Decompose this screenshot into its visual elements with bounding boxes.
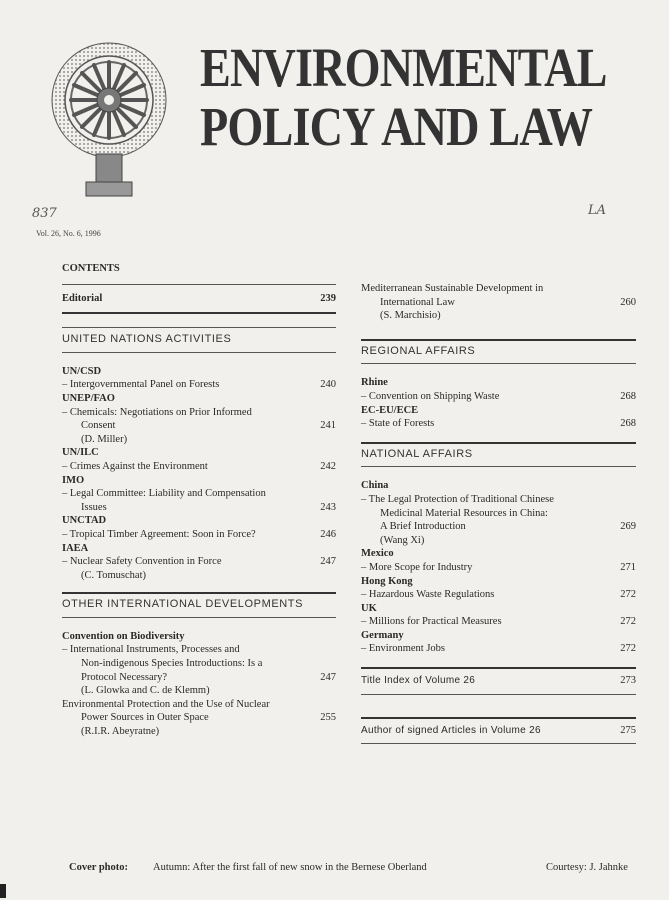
- toc-entry: – Crimes Against the Environment 242: [62, 460, 336, 472]
- divider: [361, 667, 636, 669]
- toc-group-unep-fao: UNEP/FAO – Chemicals: Negotiations on Prior Informed Consent 241 (D. Miller): [62, 392, 336, 445]
- toc-group-mexico: Mexico – More Scope for Industry 271: [361, 548, 636, 573]
- toc-group-biodiversity: Convention on Biodiversity – International Instruments, Processes and Non-indigenous Species Introductions: Is a Protocol Necessary? 247 (L. Glowka and C. de Klemm): [62, 630, 336, 697]
- toc-entry-editorial: Editorial 239: [62, 292, 336, 304]
- cover-photo-label: Cover photo:: [69, 862, 129, 873]
- toc-entry: Protocol Necessary? 247: [81, 671, 336, 683]
- toc-group-uk: UK – Millions for Practical Measures 272: [361, 602, 636, 628]
- toc-group-uncsd: UN/CSD – Intergovernmental Panel on Forests 240: [62, 365, 336, 391]
- section-heading-un-activities: UNITED NATIONS ACTIVITIES: [62, 333, 232, 346]
- divider: [62, 327, 336, 328]
- toc-group-outer-space: Environmental Protection and the Use of Nuclear Power Sources in Outer Space 255 (R.I.R. Abeyratne): [62, 698, 336, 738]
- toc-entry: Issues 243: [81, 501, 336, 513]
- toc-entry: Power Sources in Outer Space 255: [81, 712, 336, 724]
- section-heading-regional: REGIONAL AFFAIRS: [361, 344, 476, 357]
- toc-entry: A Brief Introduction 269: [380, 521, 636, 533]
- toc-entry: Consent 241: [81, 420, 336, 432]
- toc-entry-author-index: Author of signed Articles in Volume 26 275: [361, 724, 636, 736]
- divider: [62, 592, 336, 594]
- toc-entry: – Convention on Shipping Waste 268: [361, 390, 636, 402]
- divider: [361, 442, 636, 444]
- toc-entry: – State of Forests 268: [361, 418, 636, 430]
- cover-photo-credit: Courtesy: J. Jahnke: [546, 862, 628, 873]
- divider: [361, 717, 636, 719]
- toc-entry-title-index: Title Index of Volume 26 273: [361, 675, 636, 687]
- toc-entry: – Environment Jobs 272: [361, 643, 636, 655]
- divider: [361, 694, 636, 695]
- toc-group-china: China – The Legal Protection of Traditional Chinese Medicinal Material Resources in China: A Brief Introduction 269 (Wang Xi): [361, 480, 636, 546]
- handwritten-note-left: 837: [32, 206, 57, 221]
- cover-photo-caption: Autumn: After the first fall of new snow in the Bernese Oberland: [153, 862, 427, 873]
- toc-group-ec-eu-ece: EC-EU/ECE – State of Forests 268: [361, 404, 636, 430]
- divider: [62, 617, 336, 618]
- divider: [62, 352, 336, 353]
- toc-entry: – Intergovernmental Panel on Forests 240: [62, 379, 336, 391]
- toc-entry: – More Scope for Industry 271: [361, 561, 636, 573]
- scan-edge-mark: [0, 884, 6, 898]
- section-heading-national: NATIONAL AFFAIRS: [361, 447, 473, 460]
- divider: [361, 363, 636, 364]
- toc-entry: – Nuclear Safety Convention in Force 247: [62, 556, 336, 568]
- toc-group-un-ilc: UN/ILC – Crimes Against the Environment 242: [62, 447, 336, 472]
- toc-group-unctad: UNCTAD – Tropical Timber Agreement: Soon in Force? 246: [62, 515, 336, 540]
- toc-group-mediterranean: Mediterranean Sustainable Development in International Law 260 (S. Marchisio): [361, 283, 636, 322]
- journal-logo-emblem: [46, 42, 172, 200]
- divider: [361, 339, 636, 341]
- toc-group-iaea: IAEA – Nuclear Safety Convention in Force 247 (C. Tomuschat): [62, 542, 336, 581]
- toc-group-imo: IMO – Legal Committee: Liability and Compensation Issues 243: [62, 474, 336, 513]
- journal-title-line-2: POLICY AND LAW: [200, 96, 593, 157]
- section-heading-other-intl: OTHER INTERNATIONAL DEVELOPMENTS: [62, 598, 304, 611]
- divider: [62, 312, 336, 314]
- contents-left-column: [62, 262, 336, 739]
- toc-group-hong-kong: Hong Kong – Hazardous Waste Regulations 272: [361, 575, 636, 601]
- toc-entry: – Hazardous Waste Regulations 272: [361, 589, 636, 601]
- toc-entry: International Law 260: [380, 296, 636, 308]
- divider: [361, 466, 636, 467]
- toc-entry: – Tropical Timber Agreement: Soon in Force? 246: [62, 528, 336, 540]
- contents-heading: CONTENTS: [62, 263, 120, 274]
- volume-info: Vol. 26, No. 6, 1996: [36, 229, 101, 238]
- handwritten-note-right: LA: [588, 203, 607, 218]
- journal-title-line-1: ENVIRONMENTAL: [200, 37, 607, 98]
- contents-right-column: [361, 282, 636, 744]
- divider: [361, 743, 636, 744]
- toc-entry: – Millions for Practical Measures 272: [361, 616, 636, 628]
- toc-group-germany: Germany – Environment Jobs 272: [361, 629, 636, 655]
- toc-group-rhine: Rhine – Convention on Shipping Waste 268: [361, 377, 636, 402]
- divider: [62, 284, 336, 285]
